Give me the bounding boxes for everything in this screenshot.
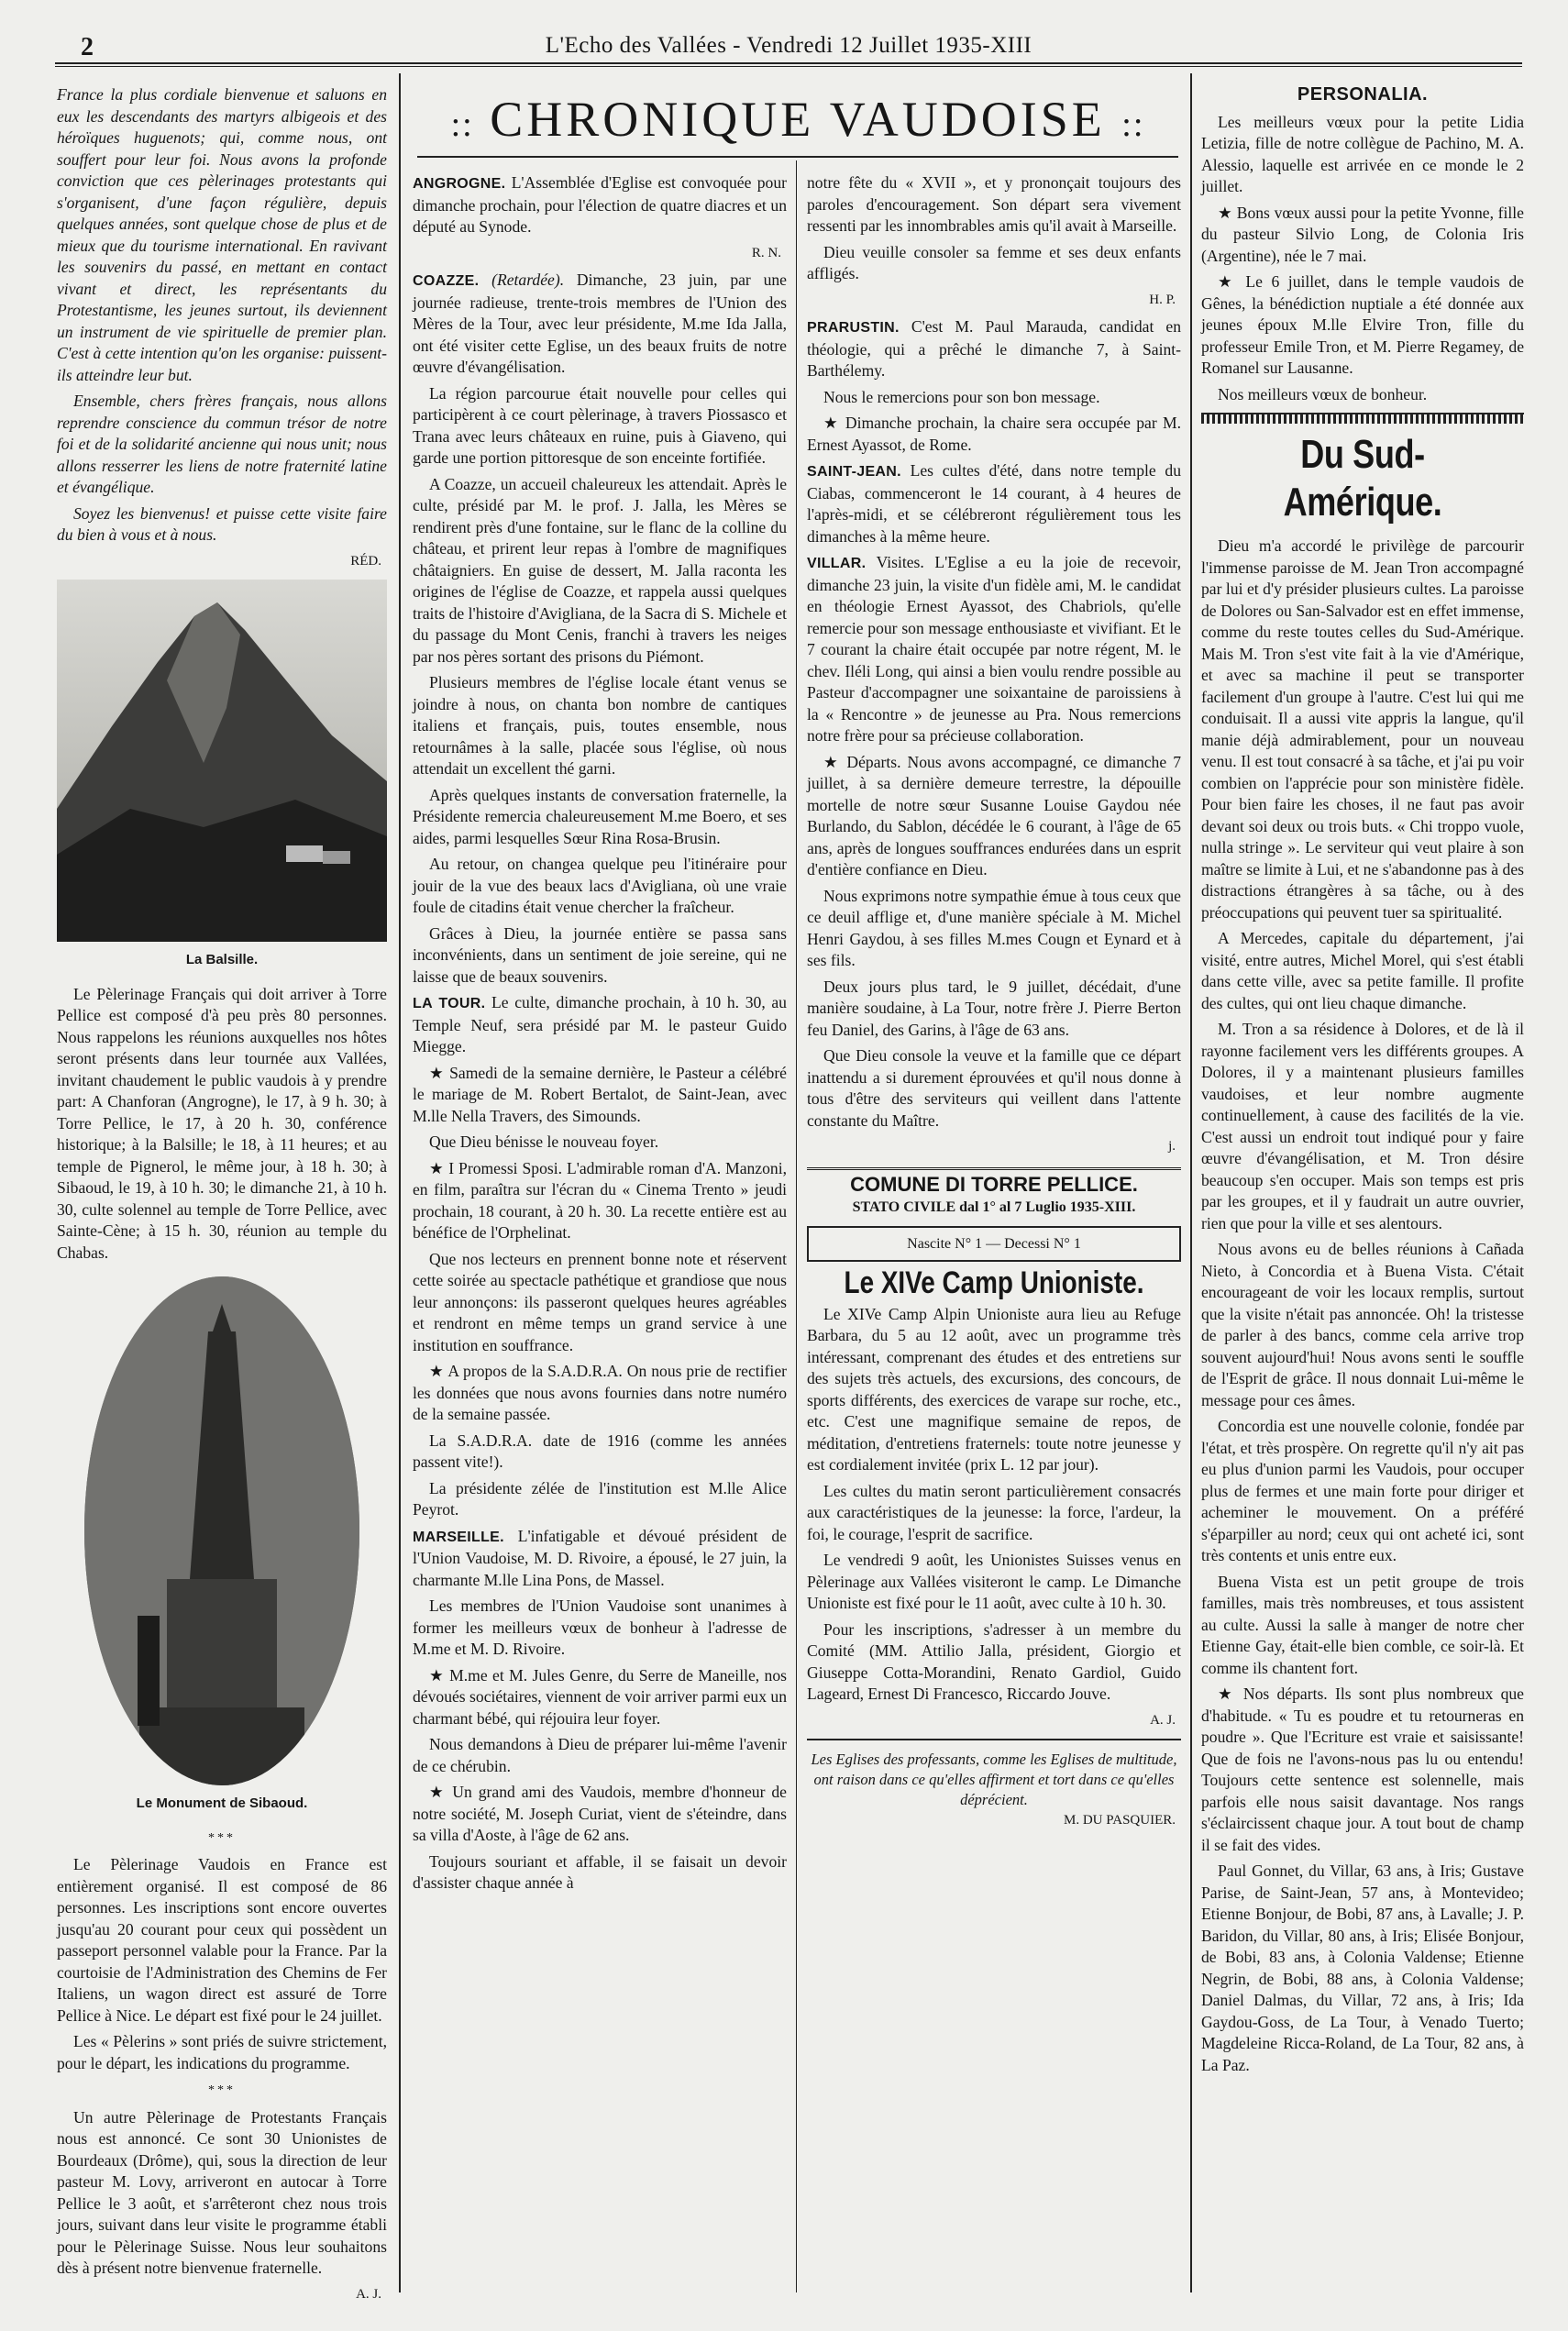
title-mark-right: :: — [1121, 105, 1145, 144]
masthead: L'Echo des Vallées - Vendredi 12 Juillet 1935-XIII — [545, 33, 1032, 58]
header-rule-thin — [55, 66, 1522, 67]
title-text: CHRONIQUE VAUDOISE — [490, 92, 1106, 147]
separator-stars: *** — [208, 1830, 236, 1845]
autre-pelerinage-signature: A. J. — [356, 2286, 381, 2302]
stjean-text-1: Les cultes d'été, dans notre temple du Ciabas, commenceront le 14 courant, à 4 heures de l'après-midi, et se célébreront régulièrement tous les dimanches à la même heure. — [807, 461, 1181, 546]
quote-text: Les Eglises des professants, comme les Eglises de multitude, ont raison dans ce qu'elles affirment et tort dans ce qu'elles déprécient. — [811, 1751, 1177, 1808]
personalia-text-2: ★ Bons vœux aussi pour la petite Yvonne, fille du pasteur Silvio Long, de Colonia Iris (Argentine), née le 7 mai. — [1201, 203, 1524, 265]
column-3 — [807, 172, 1181, 1836]
sud-text-8: Paul Gonnet, du Villar, 63 ans, à Iris; Gustave Parise, de Saint-Jean, 57 ans, à Montevideo; Etienne Bonjour, de Bobi, 87 ans, à Lavalle; J. P. Baridon, du Villar, 80 ans, à Iris; Elisée Bonjour, de Bobi, 83 ans, à Colonia Valdense; Etienne Negrin, de Bobi, 88 ans, à Colonia Valdense; Daniel Dalmas, du Villar, 72 ans, à Iris; Ida Gaydou-Goss, de La Tour, à Venado Tuerto; Magdeleine Ricca-Roland, de La Tour, 82 ans, à La Paz. — [1201, 1861, 1524, 2074]
latour-text-6: ★ A propos de la S.A.D.R.A. On nous prie de rectifier les données que nous avons fournies dans notre numéro de la semaine passée. — [413, 1362, 787, 1423]
latour-text-8: La présidente zélée de l'institution est M.lle Alice Peyrot. — [413, 1478, 787, 1519]
quote-block — [807, 1739, 1181, 1830]
latour-text-3: Que Dieu bénisse le nouveau foyer. — [429, 1132, 659, 1151]
coazze-text-5: Après quelques instants de conversation fraternelle, la Présidente remercia chaleureusement M.me Boero, et ses aides, parmi lesquelles Sœur Rina Rosa-Brusin. — [413, 785, 787, 847]
villar-text-3: Nous exprimons notre sympathie émue à tous ceux que ce deuil afflige et, d'une manière spéciale à M. Michel Henri Gaydou, à ses filles M.mes Cougn et Eynard et à ses fils. — [807, 886, 1181, 969]
camp-text-2: Les cultes du matin seront particulièrement consacrés aux caractéristiques de la jeunesse: la force, l'ardeur, la foi, le courage, l'esprit de sacrifice. — [807, 1481, 1181, 1543]
sud-text-3: M. Tron a sa résidence à Dolores, et de là il rayonne facilement vers les différents groupes. A Dolores, il y a maintenant plusieurs familles vaudoises, et leur nombre augmente continuellement, à cause des facilités de la vie. C'est aussi un endroit tout indiqué pour y faire œuvre d'évangélisation, et M. Tron désire beaucoup s'en occuper. Mais son temps est pris par les groupes, et il y faudrait un autre ouvrier, rien que pour la ville et ses alentours. — [1201, 1020, 1524, 1232]
sud-amerique-heading: Du Sud-Amérique. — [1283, 432, 1442, 525]
latour-text-1: Le culte, dimanche prochain, à 10 h. 30, au Temple Neuf, sera présidé par M. le pasteur Guido Miegge. — [413, 993, 787, 1055]
latour-text-5: Que nos lecteurs en prennent bonne note et réservent cette soirée au spectacle pathétique et grandiose que nous leur annonçons: ils passeront quelques heures agréables et rendront en même temps un grand service à une institution en souffrance. — [413, 1249, 787, 1354]
sud-text-6: Buena Vista est un petit groupe de trois familles, mais très nombreuses, et tous assistent au culte. Aussi la salle à manger de notre cher Etienne Gay, était-elle bien comble, ce soir-là. Et comme ils chantent fort. — [1201, 1572, 1524, 1677]
marseille-text-3: ★ M.me et M. Jules Genre, du Serre de Maneille, nos dévoués sociétaires, viennent de voir arriver parmi eux un charmant bébé, qui réjouira leur foyer. — [413, 1665, 787, 1728]
nascite-box: Nascite N° 1 — Decessi N° 1 — [807, 1226, 1181, 1263]
page-header — [55, 28, 1522, 62]
angrogne-signature: R. N. — [751, 245, 781, 260]
camp-text-3: Le vendredi 9 août, les Unionistes Suisses venus en Pèlerinage aux Vallées visiteront le camp. Le Dimanche Unioniste est fixé pour le 11 août, avec culte à 10 h. 30. — [807, 1551, 1181, 1612]
location-la-tour: LA TOUR. — [413, 996, 486, 1011]
location-saint-jean: SAINT-JEAN. — [807, 464, 901, 480]
separator-stars-2: *** — [208, 2083, 236, 2097]
latour-text-4: ★ I Promessi Sposi. L'admirable roman d'A. Manzoni, en film, paraîtra sur l'écran du « Cinema Trento » jeudi prochain, 18 courant, à 20 h. 30. La recette entière est au bénéfice de l'Orphelinat. — [413, 1158, 787, 1242]
marseille-signature: H. P. — [1149, 292, 1176, 307]
column-4 — [1201, 84, 1524, 2081]
monument-image — [84, 1276, 359, 1785]
sud-text-7: ★ Nos départs. Ils sont plus nombreux que d'habitude. « Tu es poudre et tu retourneras en poudre ». Que l'Ecriture est vraie et saisissante! Que de fois ne l'avons-nous pas lu ou entendu! Toujours cette sentence est solennelle, mais parfois elle nous saisit davantage. Nos rangs s'éclaircissent chaque jour. A tout bout de champ il se fait des vides. — [1201, 1685, 1524, 1854]
intro-paragraph-2: Ensemble, chers frères français, nous allons reprendre conscience du commun trésor de notre foi et de la solidarité ancienne qui nous unit; nous allons resserrer les liens de notre fraternité latine et évangélique. — [57, 392, 387, 496]
latour-text-2: ★ Samedi de la semaine dernière, le Pasteur a célébré le mariage de M. Robert Bertalot, de Saint-Jean, avec M.lle Nella Travers, des Simounds. — [413, 1063, 787, 1125]
marseille-text-4: Nous demandons à Dieu de préparer lui-même l'avenir de ce chérubin. — [413, 1735, 787, 1775]
coazze-text-2: La région parcourue était nouvelle pour celles qui participèrent à ce court pèlerinage, à travers Piossasco et Trana avec leurs châteaux en ruine, puis à Giaveno, qui garde une portion pittoresque de son enceinte fortifiée. — [413, 383, 787, 467]
sibaoud-caption: Le Monument de Sibaoud. — [136, 1795, 308, 1811]
column-1 — [57, 84, 387, 2311]
section-title — [417, 87, 1178, 151]
intro-paragraph: France la plus cordiale bienvenue et saluons en eux les descendants des martyrs albigeois et des héroïques huguenots; qui, comme nous, ont souffert pour leur foi. Nous avons la profonde conviction que ces pèlerinages protestants qui s'organisent, d'une façon régulière, depuis quelques années, sont quelque chose de plus et de mieux que du tourisme international. En ravivant les souvenirs du passé, en mettant en contact vivant et direct, les représentants du Protestantisme, les jeunes surtout, ils deviennent un instrument de vie spirituelle de premier plan. C'est à cette intention qu'on les organise: puissent-ils atteindre leur but. — [57, 85, 387, 384]
decorative-rule — [1201, 413, 1524, 424]
intro-signature: RÉD. — [350, 553, 381, 569]
marseille-text-6: Toujours souriant et affable, il se faisait un devoir d'assister chaque année à — [413, 1851, 787, 1892]
camp-text-1: Le XIVe Camp Alpin Unioniste aura lieu au Refuge Barbara, du 5 au 12 août, avec un programme très intéressant, comprenant des études et des entretiens sur des sujets très actuels, des excursions, des concours, de sports différents, des exercices de varape sur roche, etc., etc. C'est une magnifique semaine de repos, de méditation, d'entretiens fraternels: toute notre jeunesse y est cordialement invitée (prix L. 12 par jour). — [807, 1304, 1181, 1474]
column-divider-2 — [796, 160, 797, 2292]
coazze-text-7: Grâces à Dieu, la journée entière se passa sans inconvénients, dans un sentiment de joie sereine, qui ne laisse que de beaux souvenirs. — [413, 923, 787, 986]
marseille-cont-1: notre fête du « XVII », et y prononçait toujours des paroles d'encouragement. Son départ sera vivement ressenti par les innombrables amis qu'il avait à Marseille. — [807, 173, 1181, 235]
location-prarustin: PRARUSTIN. — [807, 320, 900, 336]
latour-text-7: La S.A.D.R.A. date de 1916 (comme les années passent vite!). — [413, 1431, 787, 1471]
villar-text-5: Que Dieu console la veuve et la famille que ce départ inattendu a si durement éprouvées et qu'il nous donne à tous d'être des serviteurs qui veillent dans l'attente constante du Maître. — [807, 1046, 1181, 1130]
title-mark-left: :: — [450, 105, 474, 144]
column-divider-3 — [1190, 73, 1192, 2292]
sud-text-5: Concordia est une nouvelle colonie, fondée par l'état, et très prospère. On regrette qu'il n'y ait pas eu plus d'union parmi les Vaudois, pour occuper plus de fermes et une main forte pour diriger et acheminer le mouvement. On a préféré s'éparpiller au nord; ceux qui ont acheté ici, sont très contents et unis entre eux. — [1201, 1417, 1524, 1564]
villar-text-2: ★ Départs. Nous avons accompagné, ce dimanche 7 juillet, à sa dernière demeure terrestre, la dépouille mortelle de notre sœur Susanne Louise Gaydou née Burlando, du Sablon, décédée le 6 courant, à l'âge de 65 ans, après de longues souffrances endurées dans un esprit d'entière confiance en Dieu. — [807, 752, 1181, 878]
location-coazze: COAZZE. — [413, 273, 480, 289]
camp-heading: Le XIVe Camp Unioniste. — [844, 1265, 1144, 1300]
marseille-text-5: ★ Un grand ami des Vaudois, membre d'honneur de notre société, M. Joseph Curiat, vient de s'éteindre, dans sa villa d'Aoste, à l'âge de 62 ans. — [413, 1783, 787, 1844]
villar-text-4: Deux jours plus tard, le 9 juillet, décédait, d'une manière soudaine, à La Tour, notre frère J. Pierre Berton feu Daniel, des Garins, à l'âge de 63 ans. — [807, 977, 1181, 1039]
marseille-text-2: Les membres de l'Union Vaudoise sont unanimes à former les meilleurs vœux de bonheur à l'adresse de M.me et M. D. Rivoire. — [413, 1596, 787, 1658]
mountain-image — [57, 580, 387, 942]
intro-paragraph-3: Soyez les bienvenus! et puisse cette visite faire du bien à vous et à nous. — [57, 503, 387, 544]
angrogne-text: L'Assemblée d'Eglise est convoquée pour dimanche prochain, pour l'élection de quatre diacres et un député au Synode. — [413, 173, 787, 236]
location-angrogne: ANGROGNE. — [413, 176, 506, 192]
personalia-heading: PERSONALIA. — [1297, 84, 1429, 105]
column-2 — [413, 172, 787, 1899]
coazze-text-3: A Coazze, un accueil chaleureux les attendait. Après le culte, présidé par M. le prof. J. Jalla, les Mères se rendirent près d'une fontaine, sur le flanc de la colline du château, et prirent leur repas à l'ombre de magnifiques châtaigniers. En guise de dessert, M. Jalla raconta les origines de l'église de Coazze, et rappela aussi quelques traits de l'histoire d'Avigliana, de la Sacra di S. Michele et du passage du Mont Cenis, franchi à travers les neiges par nos pères sortant des prisons du Piémont. — [413, 474, 787, 666]
location-villar: VILLAR. — [807, 556, 867, 571]
coazze-text-4: Plusieurs membres de l'église locale étant venus se joindre à nous, on chanta bon nombre de cantiques italiens et français, puis, toutes ensemble, nous retournâmes à la salle, placée sous l'église, où nous attendait un excellent thé garni. — [413, 673, 787, 778]
title-rule — [417, 156, 1178, 158]
personalia-text-3: ★ Le 6 juillet, dans le temple vaudois de Gênes, la bénédiction nuptiale a été donnée aux jeunes époux M.lle Elvire Tron, fille du professeur Emile Tron, et M. Pierre Regamey, de Romanel sur Lausanne. — [1201, 272, 1524, 377]
pelerins-paragraph: Les « Pèlerins » sont priés de suivre strictement, pour le départ, les indications du programme. — [57, 2032, 387, 2072]
balsille-caption: La Balsille. — [185, 952, 259, 967]
stato-civile: STATO CIVILE dal 1° al 7 Luglio 1935-XIII. — [852, 1199, 1136, 1215]
villar-signature: j. — [1168, 1139, 1176, 1154]
sud-text-1: Dieu m'a accordé le privilège de parcourir l'immense paroisse de M. Jean Tron accompagné par lui et d'y présider plusieurs cultes. La paroisse de Dolores ou San-Salvador est en effet immense, comme du reste toutes celles du Sud-Amérique. Mais M. Tron s'est vite fait à la vie d'Amérique, et avec sa machine il peut se transporter facilement d'un groupe à l'autre. C'est lui qui me conduisait. Il a aussi vite appris la langue, qu'il manie déjà admirablement, pour un nouveau venu. Il est tout consacré à sa tâche, et j'ai pu voir combien on l'apprécie pour son ministère fidèle. Pour bien faire les choses, il ne faut pas avoir devant soi deux ou trois buts. « Chi troppo vuole, nulla stringe ». Le serviteur qui veut plaire à son maître se limite à Lui, et ne s'abandonne pas à des distractions étrangères à sa tâche, ou à des préoccupations qui peuvent tuer sa spiritualité. — [1201, 536, 1524, 922]
camp-signature: A. J. — [1150, 1712, 1176, 1728]
camp-text-4: Pour les inscriptions, s'adresser à un membre du Comité (MM. Attilio Jalla, président, Giorgio et Giuseppe Cotta-Morandini, Renato Gardiol, Guido Lageard, Ernest Di Francesco, Riccardo Jouve. — [807, 1619, 1181, 1703]
marseille-text-1: L'infatigable et dévoué président de l'Union Vaudoise, M. D. Rivoire, a épousé, le 27 juin, la charmante M.lle Lina Pons, de Massel. — [413, 1526, 787, 1589]
coazze-text-1: Dimanche, 23 juin, par une journée radieuse, trente-trois membres de l'Union des Mères de la Tour, avec leur présidente, M.me Ida Jalla, ont été visiter cette Eglise, un des beaux fruits de notre œuvre d'évangélisation. — [413, 271, 787, 376]
location-marseille: MARSEILLE. — [413, 1529, 504, 1545]
header-rule — [55, 62, 1522, 64]
coazze-note: (Retardée). — [491, 271, 565, 289]
marseille-cont-2: Dieu veuille consoler sa femme et ses deux enfants affligés. — [807, 242, 1181, 282]
prarustin-text-1: C'est M. Paul Marauda, candidat en théologie, qui a prêché le dimanche 7, à Saint-Barthélemy. — [807, 317, 1181, 380]
autre-pelerinage-paragraph: Un autre Pèlerinage de Protestants Français nous est annoncé. Ce sont 30 Unionistes de Bourdeaux (Drôme), qui, sous la direction de leur pasteur M. Lovy, arriveront en autocar à Torre Pellice le 3 août, et s'arrêteront chez nous trois jours, suivant dans leur visite le programme établi pour le Pèlerinage Suisse. Nous leur souhaitons dès à présent notre bienvenue fraternelle. — [57, 2107, 387, 2277]
prarustin-text-2: Nous le remercions pour son bon message. — [823, 387, 1100, 406]
sibaoud-photo — [84, 1276, 359, 1785]
page-number: 2 — [81, 33, 94, 61]
comune-heading: COMUNE DI TORRE PELLICE. — [850, 1172, 1138, 1196]
prarustin-text-3: ★ Dimanche prochain, la chaire sera occupée par M. Ernest Ayassot, de Rome. — [807, 414, 1181, 454]
coazze-text-6: Au retour, on changea quelque peu l'itinéraire pour jouir de la vue des beaux lacs d'Avigliana, où une vraie foule de citadins était venue chercher la fraîcheur. — [413, 855, 787, 916]
personalia-text-4: Nos meilleurs vœux de bonheur. — [1218, 384, 1428, 403]
balsille-photo — [57, 580, 387, 942]
pelerinage-francais-paragraph: Le Pèlerinage Français qui doit arriver à Torre Pellice est composé d'à peu près 80 personnes. Nous rappelons les réunions auxquelles nos hôtes seront présents dans leur tournée aux Vallées, invitant chaudement le public vaudois à y prendre part: A Chanforan (Angrogne), le 17, à 9 h. 30; à Torre Pellice, le 17, à 20 h. 30, conférence historique; à la Balsille; le 18, à 11 heures; et au temple de Pignerol, le même jour, à 18 h. 30; à Sibaoud, le 19, à 10 h. 30; le dimanche 21, à 10 h. 30, culte solennel au temple de Torre Pellice, avec Sainte-Cène; à 15 h. 30, réunion au temple du Chabas. — [57, 984, 387, 1262]
pelerinage-vaudois-paragraph: Le Pèlerinage Vaudois en France est entièrement organisé. Il est composé de 86 personnes. Les inscriptions sont encore ouvertes jusqu'au 20 courant pour ceux qui possèdent un passeport personnel valable pour la France. Par la courtoisie de l'Administration des Chemins de Fer Italiens, un wagon direct est assuré de Torre Pellice à Nice. Le départ est fixé pour le 24 juillet. — [57, 1855, 387, 2025]
sud-text-4: Nous avons eu de belles réunions à Cañada Nieto, à Concordia et à Buena Vista. C'était encourageant de voir les locaux remplis, surtout que la visite n'était pas annoncée. Oh! la tristesse de parler à des bancs, comme cela arrive trop souvent aujourd'hui! Nous avons senti le souffle de l'Esprit de grâce. Il nous donnait Lui-même le message pour ces âmes. — [1201, 1240, 1524, 1409]
personalia-text-1: Les meilleurs vœux pour la petite Lidia Letizia, fille de notre collègue de Pachino, M. A. Alessio, laquelle est arrivée en ce monde le 2 juillet. — [1201, 112, 1524, 195]
villar-text-1: Visites. L'Eglise a eu la joie de recevoir, dimanche 23 juin, la visite d'un fidèle ami, M. le candidat en théologie Ernest Ayassot, des Chabriols, qu'elle remercie pour son message enthousiaste et vivifiant. Et le 7 courant la chaire était occupée par notre régent, M. le chev. Iléli Long, qui ainsi a bien voulu rendre possible au Pasteur d'accompagner une soixantaine de paroissiens à la « Rencontre » de jeunesse au Pra. Nous remercions notre frère pour sa précieuse collaboration. — [807, 553, 1181, 745]
column-divider-1 — [399, 73, 401, 2292]
sud-text-2: A Mercedes, capitale du département, j'ai visité, entre autres, Michel Morel, qui s'est établi dans cette ville, avec sa petite famille. Il profite des cultes, qui ont lieu chaque dimanche. — [1201, 929, 1524, 1012]
quote-signature: M. DU PASQUIER. — [1064, 1813, 1176, 1828]
